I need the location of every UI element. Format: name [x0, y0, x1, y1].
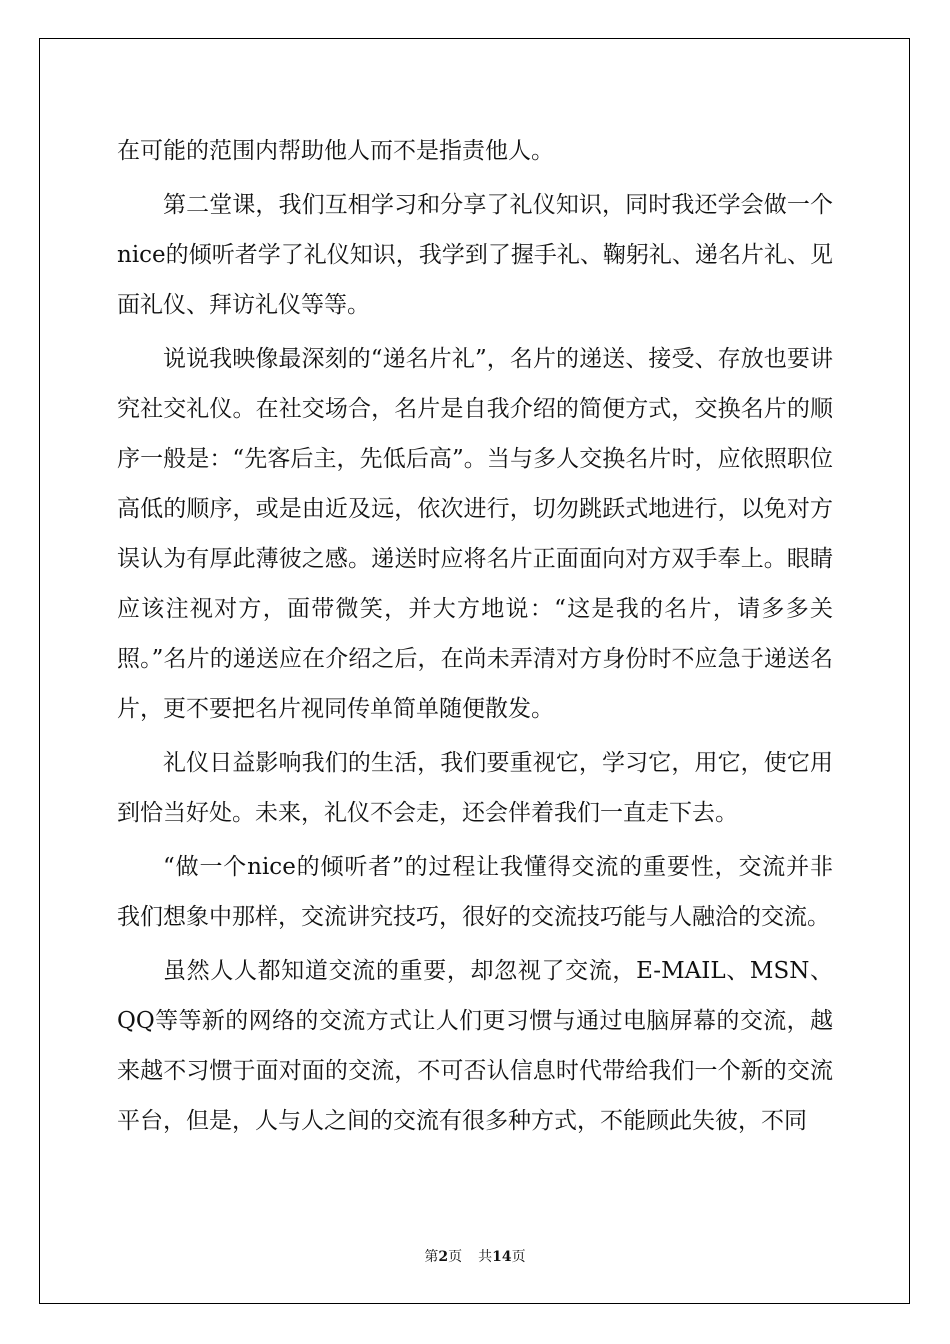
paragraph-1: 在可能的范围内帮助他人而不是指责他人。	[117, 138, 554, 164]
document-body	[117, 126, 833, 1150]
page-prefix: 第	[424, 1249, 439, 1265]
total-suffix: 页	[511, 1249, 526, 1265]
total-prefix: 共	[478, 1249, 493, 1265]
paragraph-4: 礼仪日益影响我们的生活，我们要重视它，学习它，用它，使它用到恰当好处。未来，礼仪不会走，还会伴着我们一直走下去。	[117, 750, 833, 826]
paragraph-2: 第二堂课，我们互相学习和分享了礼仪知识，同时我还学会做一个nice的倾听者学了礼仪知识，我学到了握手礼、鞠躬礼、递名片礼、见面礼仪、拜访礼仪等等。	[117, 192, 833, 318]
paragraph-6: 虽然人人都知道交流的重要，却忽视了交流，E-MAIL、MSN、QQ等等新的网络的交流方式让人们更习惯与通过电脑屏幕的交流，越来越不习惯于面对面的交流，不可否认信息时代带给我们一个新的交流平台，但是，人与人之间的交流有很多种方式，不能顾此失彼，不同	[117, 958, 833, 1134]
total-pages: 14	[492, 1249, 512, 1265]
page-suffix: 页	[448, 1249, 463, 1265]
page-number: 2	[438, 1249, 449, 1265]
page-footer	[0, 1246, 950, 1266]
paragraph-3: 说说我映像最深刻的“递名片礼”，名片的递送、接受、存放也要讲究社交礼仪。在社交场合，名片是自我介绍的简便方式，交换名片的顺序一般是：“先客后主，先低后高”。当与多人交换名片时，应依照职位高低的顺序，或是由近及远，依次进行，切勿跳跃式地进行，以免对方误认为有厚此薄彼之感。递送时应将名片正面面向对方双手奉上。眼睛应该注视对方，面带微笑，并大方地说：“这是我的名片，请多多关照。”名片的递送应在介绍之后，在尚未弄清对方身份时不应急于递送名片，更不要把名片视同传单简单随便散发。	[117, 346, 833, 722]
paragraph-5: “做一个nice的倾听者”的过程让我懂得交流的重要性，交流并非我们想象中那样，交流讲究技巧，很好的交流技巧能与人融洽的交流。	[117, 854, 833, 930]
